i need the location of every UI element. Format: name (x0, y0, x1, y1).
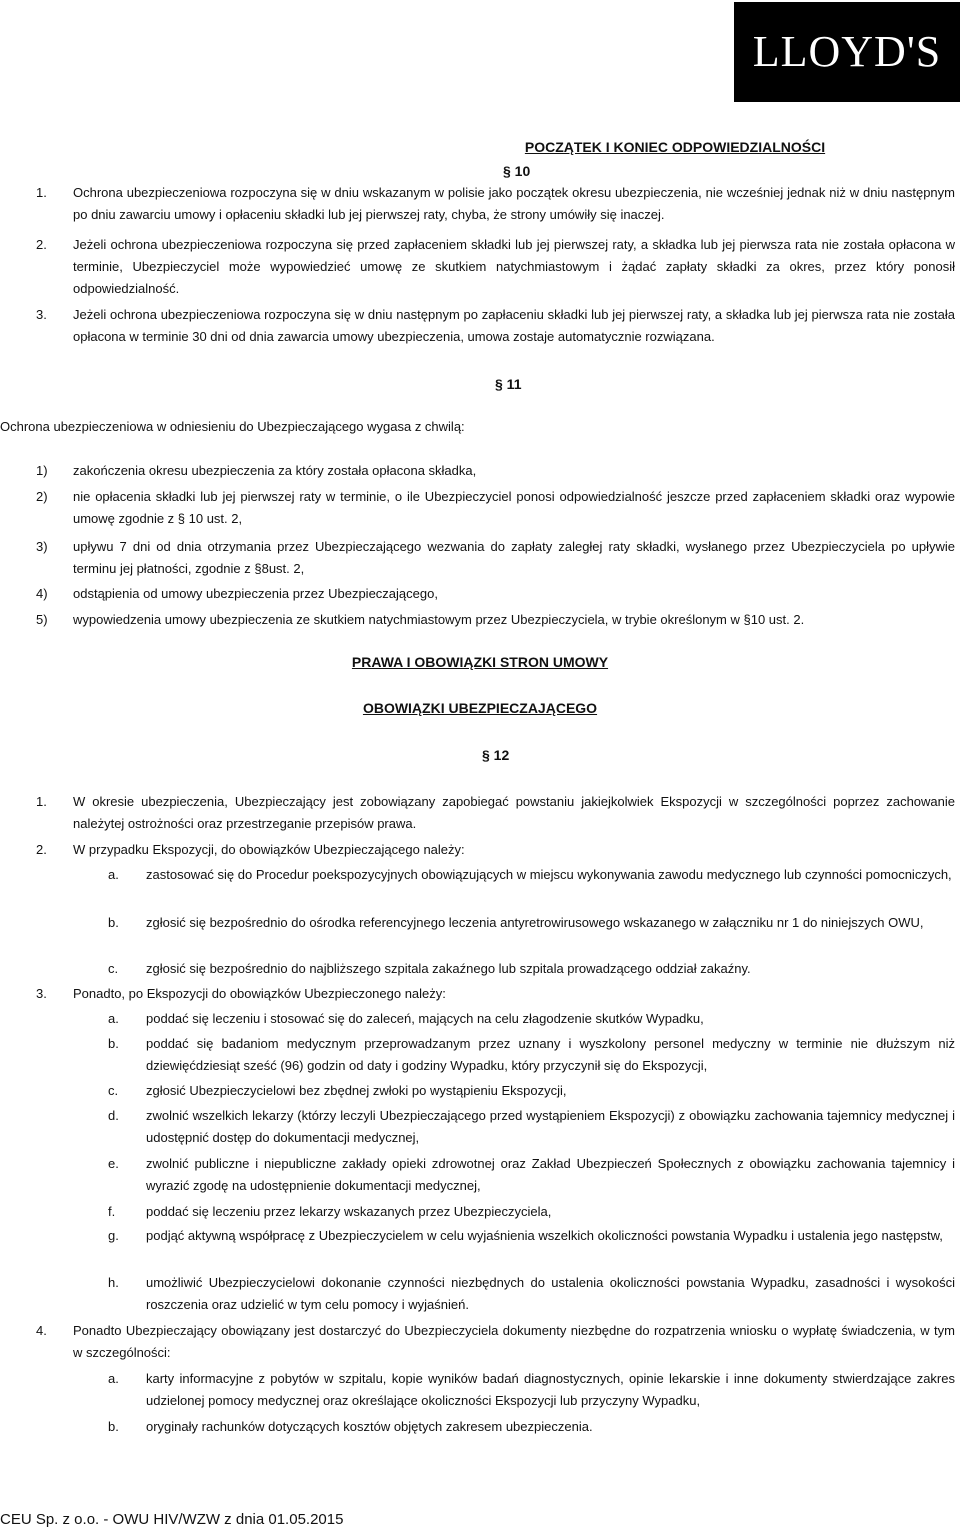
item-number: 1) (36, 463, 48, 478)
sub-text: karty informacyjne z pobytów w szpitalu, kopie wyników badań diagnostycznych, opinie lekarskie i inne dokumenty stwierdzające zakres udzielonej pomocy medycznej oraz określające okoliczności Ekspozycji lub przyczyny Wypadku, (146, 1371, 955, 1408)
sub-letter: h. (108, 1275, 119, 1290)
paragraph-10-title: § 10 (503, 163, 531, 179)
sub-text: oryginały rachunków dotyczących kosztów objętych zakresem ubezpieczenia. (146, 1419, 593, 1434)
item-number: 3) (36, 539, 48, 554)
sub-letter: b. (108, 1419, 119, 1434)
sub-letter: b. (108, 1036, 119, 1051)
page-title: POCZĄTEK I KONIEC ODPOWIEDZIALNOŚCI (524, 139, 826, 155)
sub-letter: c. (108, 1083, 119, 1098)
item-text: zakończenia okresu ubezpieczenia za który została opłacona składka, (73, 463, 477, 478)
sub-text: poddać się leczeniu przez lekarzy wskazanych przez Ubezpieczyciela, (146, 1204, 552, 1219)
item-text: Ponadto Ubezpieczający obowiązany jest dostarczyć do Ubezpieczyciela dokumenty niezbędne do rozpatrzenia wniosku o wypłatę świadczenia, w tym w szczególności: (73, 1323, 955, 1360)
item-text: odstąpienia od umowy ubezpieczenia przez Ubezpieczającego, (73, 586, 438, 601)
sub-text: zastosować się do Procedur poekspozycyjnych obowiązujących w miejscu wykonywania zawodu medycznego lub czynności pomocniczych, (146, 867, 952, 882)
sub-text: zgłosić Ubezpieczycielowi bez zbędnej zwłoki po wystąpieniu Ekspozycji, (146, 1083, 567, 1098)
sub-letter: a. (108, 867, 119, 882)
item-number: 1. (36, 794, 47, 809)
sub-text: zwolnić wszelkich lekarzy (którzy leczyli Ubezpieczającego przed wystąpieniem Ekspozycji) z obowiązku zachowania tajemnicy medycznej i udostępnić dostęp do dokumentacji medycznej, (146, 1108, 955, 1145)
item-number: 4. (36, 1323, 47, 1338)
sub-letter: b. (108, 915, 119, 930)
item-text: Jeżeli ochrona ubezpieczeniowa rozpoczyna się przed zapłaceniem składki lub jej pierwszej raty, a składka lub jej pierwsza rata nie została opłacona w terminie, Ubezpieczyciel może wypowiedzieć umowę ze skutkiem natychmiastowym i żądać zapłaty składki za okres, przez który ponosił odpowiedzialność. (73, 237, 955, 296)
sub-letter: d. (108, 1108, 119, 1123)
section-title: PRAWA I OBOWIĄZKI STRON UMOWY (351, 654, 609, 670)
sub-letter: a. (108, 1011, 119, 1026)
s11-intro: Ochrona ubezpieczeniowa w odniesieniu do Ubezpieczającego wygasa z chwilą: (0, 419, 465, 434)
item-text: wypowiedzenia umowy ubezpieczenia ze skutkiem natychmiastowym przez Ubezpieczyciela, w trybie określonym w §10 ust. 2. (73, 612, 805, 627)
sub-letter: a. (108, 1371, 119, 1386)
item-number: 1. (36, 185, 47, 200)
sub-text: zgłosić się bezpośrednio do ośrodka referencyjnego leczenia antyretrowirusowego wskazanego w załączniku nr 1 do niniejszych OWU, (146, 915, 924, 930)
sub-text: poddać się leczeniu i stosować się do zaleceń, mających na celu złagodzenie skutków Wypadku, (146, 1011, 704, 1026)
item-number: 4) (36, 586, 48, 601)
item-number: 2. (36, 842, 47, 857)
sub-text: poddać się badaniom medycznym przeprowadzanym przez uznany i wyszkolony personel medyczny w terminie nie dłuższym niż dziewięćdziesiąt sześć (96) godzin od daty i godziny Wypadku, który przyczynił się do Ekspozycji, (146, 1036, 955, 1073)
paragraph-11-title: § 11 (495, 376, 522, 392)
sub-letter: f. (108, 1204, 116, 1219)
item-text: Ochrona ubezpieczeniowa rozpoczyna się w dniu wskazanym w polisie jako początek okresu ubezpieczenia, nie wcześniej jednak niż w dniu następnym po dniu zawarciu umowy i opłaceniu składki lub jej pierwszej raty, chyba, że strony umówiły się inaczej. (73, 185, 955, 222)
item-number: 2. (36, 237, 47, 252)
sub-text: zgłosić się bezpośrednio do najbliższego szpitala zakaźnego lub szpitala prowadzącego oddział zakaźny. (146, 961, 751, 976)
sub-letter: g. (108, 1228, 119, 1243)
sub-letter: c. (108, 961, 119, 976)
item-text: Ponadto, po Ekspozycji do obowiązków Ubezpieczonego należy: (73, 986, 446, 1001)
paragraph-12-title: § 12 (482, 747, 510, 763)
item-number: 3. (36, 986, 47, 1001)
item-text: Jeżeli ochrona ubezpieczeniowa rozpoczyna się w dniu następnym po zapłaceniu składki lub jej pierwszej raty, a składka lub jej pierwsza rata nie została opłacona w terminie 30 dni od dnia zawarcia umowy ubezpieczenia, umowa zostaje automatycznie rozwiązana. (73, 307, 955, 344)
footer-text: CEU Sp. z o.o. - OWU HIV/WZW z dnia 01.05.2015 (0, 1511, 344, 1528)
subsection-title: OBOWIĄZKI UBEZPIECZAJĄCEGO (362, 700, 598, 716)
sub-text: zwolnić publiczne i niepubliczne zakłady opieki zdrowotnej oraz Zakład Ubezpieczeń Społecznych z obowiązku zachowania tajemnicy i wyrazić zgodę na udostępnienie dokumentacji medycznej, (146, 1156, 955, 1193)
item-text: W okresie ubezpieczenia, Ubezpieczający jest zobowiązany zapobiegać powstaniu jakiejkolwiek Ekspozycji w szczególności poprzez zachowanie należytej ostrożności oraz przestrzeganie przepisów prawa. (73, 794, 955, 831)
sub-text: podjąć aktywną współpracę z Ubezpieczycielem w celu wyjaśnienia wszelkich okoliczności powstania Wypadku i ustalenia jego następstw, (146, 1228, 943, 1243)
sub-text: umożliwić Ubezpieczycielowi dokonanie czynności niezbędnych do ustalenia okoliczności powstania Wypadku, zasadności i wysokości roszczenia oraz udzielić w tym celu pomocy i wyjaśnień. (146, 1275, 955, 1312)
item-number: 5) (36, 612, 48, 627)
sub-letter: e. (108, 1156, 119, 1171)
item-number: 2) (36, 489, 48, 504)
item-text: upływu 7 dni od dnia otrzymania przez Ubezpieczającego wezwania do zapłaty zaległej raty składki, wysłanego przez Ubezpieczyciela po upływie terminu jej płatności, zgodnie z §8ust. 2, (73, 539, 955, 576)
item-text: nie opłacenia składki lub jej pierwszej raty w terminie, o ile Ubezpieczyciel ponosi odpowiedzialność jeszcze przed zapłaceniem składki oraz wypowie umowę zgodnie z § 10 ust. 2, (73, 489, 955, 526)
lloyds-logo: LLOYD'S (734, 2, 960, 102)
item-text: W przypadku Ekspozycji, do obowiązków Ubezpieczającego należy: (73, 842, 465, 857)
item-number: 3. (36, 307, 47, 322)
